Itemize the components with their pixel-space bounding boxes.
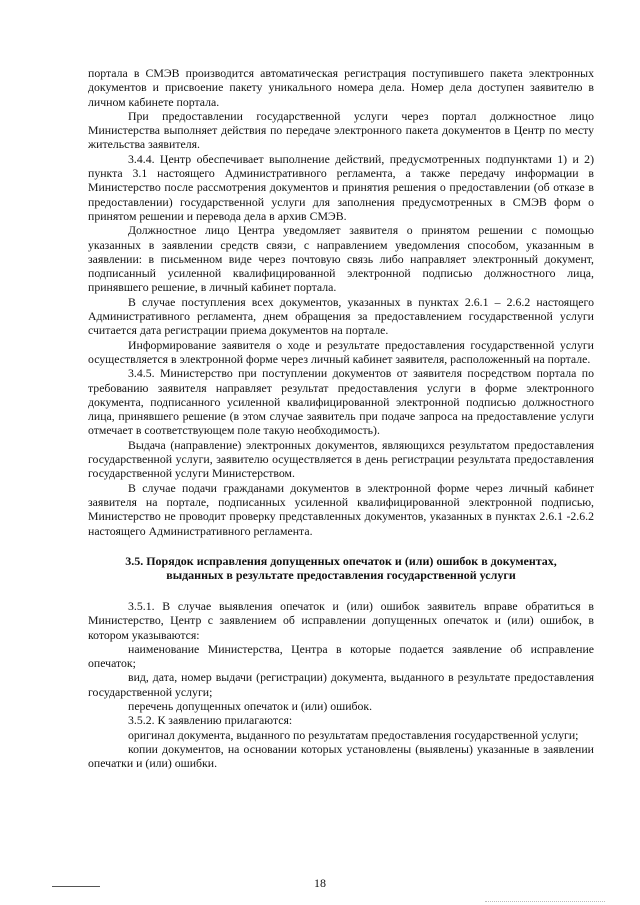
footer-rule: [52, 886, 100, 887]
body-top: [88, 66, 594, 538]
paragraph: При предоставлении государственной услуги через портал должностное лицо Министерства выполняет действия по передаче электронного пакета документов в Центр по месту жительства заявителя.: [88, 108, 594, 152]
body-bottom: [88, 599, 594, 771]
paragraph: Информирование заявителя о ходе и результате предоставления государственной услуги осуществляется в электронной форме через личный кабинет заявителя, расположенный на портале.: [88, 337, 594, 366]
paragraph: портала в СМЭВ производится автоматическая регистрация поступившего пакета электронных документов и присвоение пакету уникального номера дела. Номер дела доступен заявителю в личном кабинете портала.: [88, 66, 594, 109]
paragraph: оригинал документа, выданного по результатам предоставления государственной услуги;: [128, 727, 579, 742]
paragraph: Должностное лицо Центра уведомляет заявителя о принятом решении с помощью указанных в заявлении средств связи, с направлением уведомления способом, указанным в заявлении: в письменном виде через почтовую связь либо направляет электронный документ, подписанный усиленной квалифицированной электронной подписью должностного лица, принявшего решение, в личный кабинет портала.: [88, 223, 594, 295]
paragraph: вид, дата, номер выдачи (регистрации) документа, выданного в результате предоставления государственной услуги;: [88, 670, 594, 699]
paragraph: перечень допущенных опечаток и (или) ошибок.: [128, 699, 373, 714]
paragraph: 3.5.2. К заявлению прилагаются:: [128, 713, 293, 728]
spacer: [88, 583, 594, 599]
paragraph: копии документов, на основании которых установлены (выявлены) указанные в заявлении опечатки и (или) ошибки.: [88, 741, 594, 771]
paragraph: Выдача (направление) электронных документов, являющихся результатом предоставления государственной услуги, заявителю осуществляется в день регистрации результата предоставления государственной услуги Министерством.: [88, 437, 594, 481]
document-page: [88, 66, 594, 771]
paragraph: 3.5.1. В случае выявления опечаток и (или) ошибок заявитель вправе обратиться в Министерство, Центр с заявлением об исправлении допущенных опечаток и (или) ошибок, в котором указываются:: [88, 598, 594, 642]
section-heading: 3.5. Порядок исправления допущенных опечаток и (или) ошибок в документах, выданных в результате предоставления государственной услуги: [125, 553, 557, 583]
scan-artifact: [485, 901, 605, 902]
paragraph: наименование Министерства, Центра в которые подается заявление об исправление опечаток;: [88, 641, 594, 671]
paragraph: В случае подачи гражданами документов в электронной форме через личный кабинет заявителя на портале, подписанных усиленной квалифицированной электронной подписью, Министерство не проводит проверку представленных документов, указанных в пунктах 2.6.1 -2.6.2 настоящего Административного регламента.: [88, 480, 594, 538]
paragraph: В случае поступления всех документов, указанных в пунктах 2.6.1 – 2.6.2 настоящего Административного регламента, днем обращения за предоставлением государственной услуги считается дата регистрации приема документов на портале.: [88, 294, 594, 338]
paragraph: 3.4.4. Центр обеспечивает выполнение действий, предусмотренных подпунктами 1) и 2) пункта 3.1 настоящего Административного регламента, а также передачу информации в Министерство после рассмотрения документов и принятия решения о предоставлении (об отказе в предоставлении) государственной услуги для заполнения предусмотренных в СМЭВ форм о принятом решении и перевода дела в архив СМЭВ.: [88, 151, 594, 223]
page-number: 18: [314, 876, 326, 890]
paragraph: 3.4.5. Министерство при поступлении документов от заявителя посредством портала по требованию заявителя направляет результат предоставления услуги в форме электронного документа, подписанного усиленной квалифицированной электронной подписью должностного лица, принявшего решение (в этом случае заявитель при подаче запроса на предоставление услуги отмечает в соответствующем поле такую необходимость).: [88, 366, 594, 438]
spacer: [88, 538, 594, 554]
